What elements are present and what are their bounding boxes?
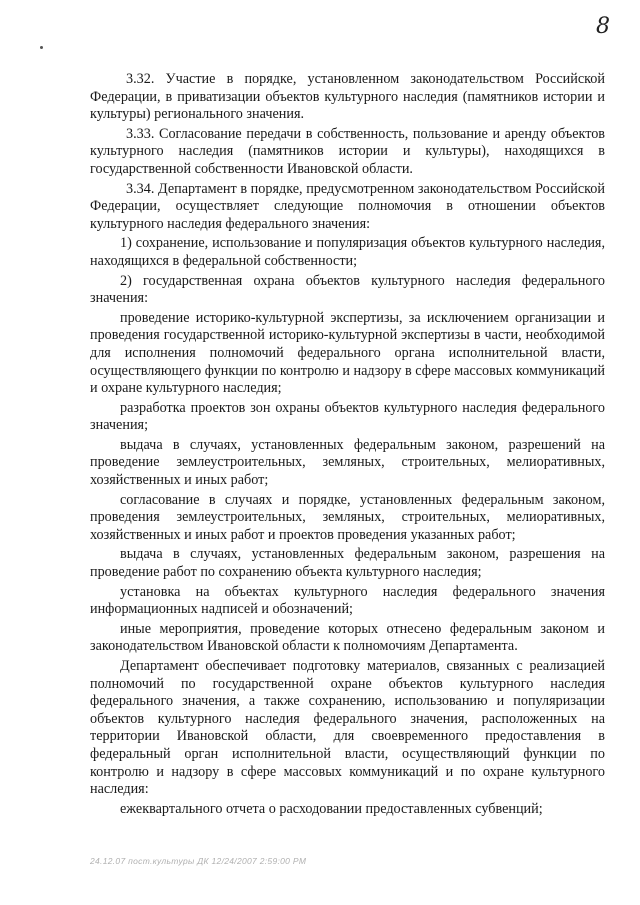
document-footer: 24.12.07 пост.культуры ДК 12/24/2007 2:59:00 PM [90, 856, 307, 866]
paragraph-3-34: 3.34. Департамент в порядке, предусмотренном законодательством Российской Федерации, осуществляет следующие полномочия в отношении объектов культурного наследия федерального значения: [90, 180, 605, 232]
subitem-signage: установка на объектах культурного наследия федерального значения информационных надписей и обозначений; [90, 583, 605, 618]
paragraph-department-provides: Департамент обеспечивает подготовку материалов, связанных с реализацией полномочий по государственной охране объектов культурного наследия федерального значения, а также сохранению, использованию и популяризации объектов культурного наследия федерального значения, расположенных на территории Ивановской области, для своевременного предоставления в федеральный орган исполнительной власти, осуществляющий функции по контролю и надзору в сфере массовых коммуникаций и по охране культурного наследия: [90, 658, 605, 798]
subitem-quarterly-report: ежеквартального отчета о расходовании предоставленных субвенций; [120, 800, 543, 817]
document-body [90, 71, 605, 820]
paragraph-3-32: 3.32. Участие в порядке, установленном законодательством Российской Федерации, в приватизации объектов культурного наследия (памятников истории и культуры) регионального значения. [90, 71, 605, 123]
scan-speck [40, 46, 43, 49]
subitem-preservation-permit: выдача в случаях, установленных федеральным законом, разрешения на проведение работ по сохранению объекта культурного наследия; [90, 546, 605, 581]
list-item-2: 2) государственная охрана объектов культурного наследия федерального значения: [90, 272, 605, 307]
subitem-other-measures: иные мероприятия, проведение которых отнесено федеральным законом и законодательством Ивановской области к полномочиям Департамента. [90, 620, 605, 655]
subitem-approval: согласование в случаях и порядке, установленных федеральным законом, проведения землеустроительных, земляных, строительных, мелиоративных, хозяйственных и иных работ и проектов проведения указанных работ; [90, 491, 605, 543]
subitem-protection-zones: разработка проектов зон охраны объектов культурного наследия федерального значения; [90, 399, 605, 434]
subitem-permits: выдача в случаях, установленных федеральным законом, разрешений на проведение землеустроительных, земляных, строительных, мелиоративных, хозяйственных и иных работ; [90, 436, 605, 489]
page-number: 8 [596, 14, 610, 39]
subitem-expertise: проведение историко-культурной экспертизы, за исключением организации и проведения государственной историко-культурной экспертизы в части, необходимой для исполнения полномочий федерального органа исполнительной власти, осуществляющего функции по контролю и надзору в сфере массовых коммуникаций и охране культурного наследия; [90, 309, 605, 397]
list-item-1: 1) сохранение, использование и популяризация объектов культурного наследия, находящихся в федеральной собственности; [90, 235, 605, 269]
paragraph-3-33: 3.33. Согласование передачи в собственность, пользование и аренду объектов культурного наследия (памятников истории и культуры), находящихся в государственной собственности Ивановской области. [90, 125, 605, 177]
